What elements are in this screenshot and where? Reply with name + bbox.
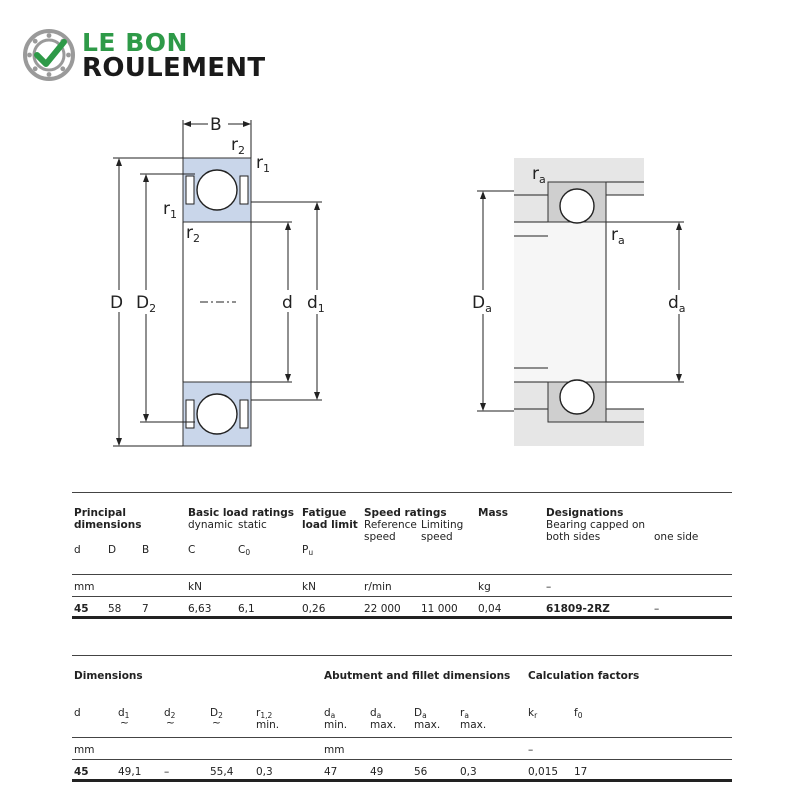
header-abutment: Abutment and fillet dimensions xyxy=(324,670,511,682)
header-dimensions2: Dimensions xyxy=(74,670,143,682)
symbol-B: B xyxy=(142,544,150,556)
label-r1-top: $r_1$ xyxy=(256,153,270,175)
header-speed-ratings: Speed ratings xyxy=(364,507,447,519)
symbol-D2: $D_2$ xyxy=(210,707,223,720)
divider xyxy=(72,616,732,619)
symbol-d2: $d_2$ xyxy=(164,707,176,720)
label-d1: $d_1$ xyxy=(307,293,325,315)
header-fatigue: Fatigue xyxy=(302,507,347,519)
min-r12: min. xyxy=(256,719,280,731)
value-kr: 0,015 xyxy=(528,766,559,778)
tilde-d1: ~ xyxy=(120,717,129,729)
value-C: 6,63 xyxy=(188,603,212,615)
unit2-mm: mm xyxy=(74,744,95,756)
bearing-table xyxy=(72,492,732,622)
header-designations: Designations xyxy=(546,507,624,519)
value-da-max: 49 xyxy=(370,766,384,778)
label-r2-top: $r_2$ xyxy=(231,135,245,157)
divider xyxy=(72,574,732,575)
logo-line2: ROULEMENT xyxy=(82,53,266,83)
symbol-d: d xyxy=(74,544,81,556)
max-da: max. xyxy=(370,719,397,731)
tilde-d2: ~ xyxy=(166,717,175,729)
value-Pu: 0,26 xyxy=(302,603,326,615)
divider xyxy=(72,655,732,656)
divider xyxy=(72,737,732,738)
value-da-min: 47 xyxy=(324,766,338,778)
unit-kg: kg xyxy=(478,581,491,593)
value-d1: 49,1 xyxy=(118,766,142,778)
header-both-sides: both sides xyxy=(546,531,601,543)
value-f0: 17 xyxy=(574,766,588,778)
symbol2-d: d xyxy=(74,707,81,719)
value2-d: 45 xyxy=(74,766,89,778)
symbol-da-max: $d_a$ xyxy=(370,707,382,720)
symbol-C: C xyxy=(188,544,196,556)
header-dimensions: dimensions xyxy=(74,519,142,531)
bearing-cross-section xyxy=(113,120,322,446)
header-basic-load: Basic load ratings xyxy=(188,507,295,519)
header-load-limit: load limit xyxy=(302,519,358,531)
label-B: B xyxy=(210,115,222,135)
value-designation: 61809-2RZ xyxy=(546,603,610,615)
header-capped: Bearing capped on xyxy=(546,519,646,531)
unit-rpm: r/min xyxy=(364,581,392,593)
symbol-d1: $d_1$ xyxy=(118,707,130,720)
header-reference-speed: speed xyxy=(364,531,396,543)
max-Da: max. xyxy=(414,719,441,731)
label-D: D xyxy=(110,293,124,313)
header-limiting: Limiting xyxy=(421,519,464,531)
label-d: d xyxy=(282,293,293,313)
value-C0: 6,1 xyxy=(238,603,255,615)
value-ra-max: 0,3 xyxy=(460,766,477,778)
header-calculation-factors: Calculation factors xyxy=(528,670,640,682)
divider xyxy=(72,492,732,493)
unit-mm: mm xyxy=(74,581,95,593)
header-dynamic: dynamic xyxy=(188,519,233,531)
label-Da: $D_a$ xyxy=(472,293,492,315)
logo-line1: LE BON xyxy=(82,28,188,57)
label-D2: $D_2$ xyxy=(136,293,157,315)
divider xyxy=(72,596,732,597)
label-ra-right: $r_a$ xyxy=(611,225,625,247)
dimensions-table xyxy=(72,655,732,785)
header-static: static xyxy=(238,519,267,531)
value-limiting-speed: 11 000 xyxy=(421,603,458,615)
label-da: $d_a$ xyxy=(668,293,686,315)
value-r12: 0,3 xyxy=(256,766,273,778)
label-r2-bottom: $r_2$ xyxy=(186,223,200,245)
divider xyxy=(72,759,732,760)
symbol-r12: $r_{1,2}$ xyxy=(256,707,273,720)
value-D: 58 xyxy=(108,603,122,615)
label-ra-top: $r_a$ xyxy=(532,164,546,186)
value-one-side: – xyxy=(654,603,660,615)
label-r1-left: $r_1$ xyxy=(163,199,177,221)
symbol-D: D xyxy=(108,544,117,556)
tilde-D2: ~ xyxy=(212,717,221,729)
symbol-da: $d_a$ xyxy=(324,707,336,720)
header-principal: Principal xyxy=(74,507,126,519)
header-one-side: one side xyxy=(654,531,699,543)
value-D2: 55,4 xyxy=(210,766,234,778)
unit2-dash: – xyxy=(528,744,534,756)
value-mass: 0,04 xyxy=(478,603,502,615)
header-limiting-speed: speed xyxy=(421,531,453,543)
symbol-f0: $f_0$ xyxy=(574,707,583,720)
symbol-ra: $r_a$ xyxy=(460,707,469,720)
symbol-kr: $k_r$ xyxy=(528,707,538,720)
header-mass: Mass xyxy=(478,507,509,519)
unit-dash: – xyxy=(546,581,552,593)
header-reference: Reference xyxy=(364,519,417,531)
unit-kN: kN xyxy=(188,581,202,593)
value-d: 45 xyxy=(74,603,89,615)
value-d2: – xyxy=(164,766,170,778)
unit-kN-fatigue: kN xyxy=(302,581,316,593)
symbol-Da: $D_a$ xyxy=(414,707,427,720)
value-B: 7 xyxy=(142,603,149,615)
min-da: min. xyxy=(324,719,348,731)
abutment-drawing xyxy=(477,158,684,446)
value-Da-max: 56 xyxy=(414,766,428,778)
symbol-C0: $C_0$ xyxy=(238,544,251,557)
symbol-Pu: $P_u$ xyxy=(302,544,314,557)
max-ra: max. xyxy=(460,719,487,731)
divider xyxy=(72,779,732,782)
unit2-mm-abutment: mm xyxy=(324,744,345,756)
value-reference-speed: 22 000 xyxy=(364,603,401,615)
